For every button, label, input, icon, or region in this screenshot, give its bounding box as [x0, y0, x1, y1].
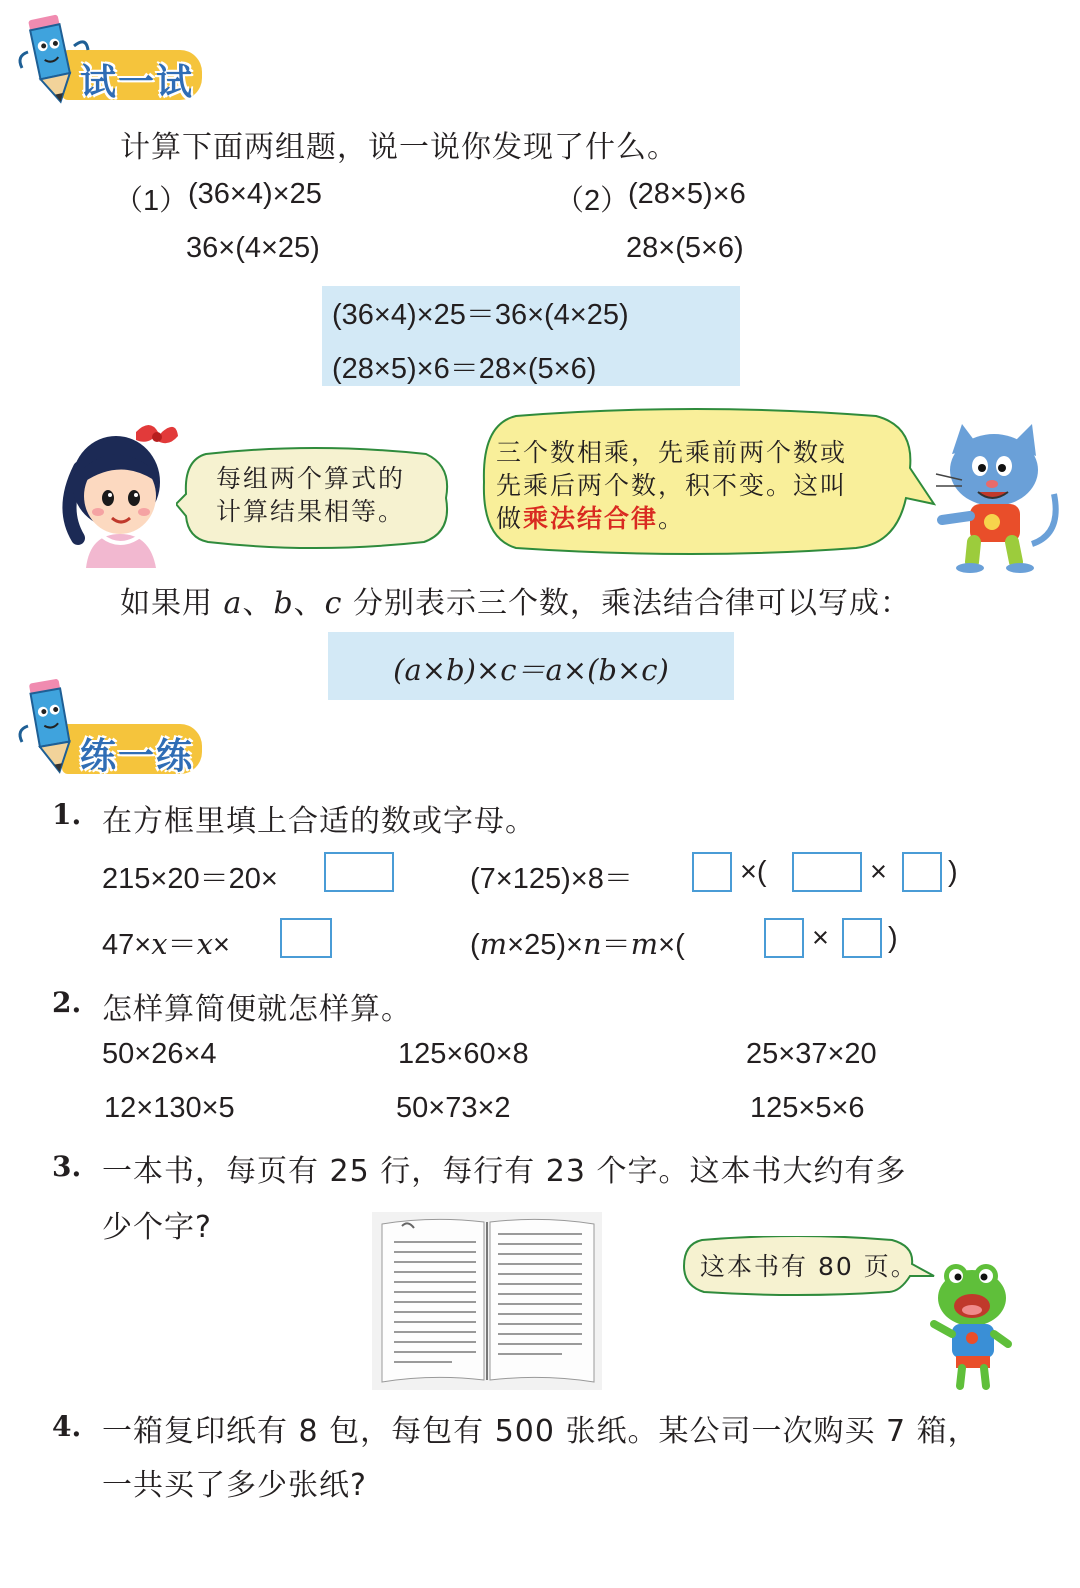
- associative-law-term: 乘法结合律: [523, 504, 659, 533]
- letter-a: a: [223, 586, 243, 621]
- q4-text-line-2: 一共买了多少张纸?: [102, 1468, 367, 1503]
- group2-expr-a: (28×5)×6: [628, 178, 746, 210]
- cat-bubble-line-1: 三个数相乘，先乘前两个数或: [496, 438, 848, 467]
- open-book-icon: [372, 1212, 602, 1390]
- cat-bubble-prefix: 做: [496, 504, 524, 533]
- cat-character-icon: [932, 424, 1062, 574]
- var-x: x: [151, 927, 168, 961]
- q1-row2-right-a: (: [470, 929, 480, 961]
- sep-2: 、: [293, 586, 325, 621]
- q2-expr: 50×26×4: [102, 1038, 217, 1070]
- girl-bubble-line-1: 每组两个算式的: [216, 464, 406, 493]
- q1-row2-right-b: ×25)×: [507, 929, 583, 961]
- q2-number: 2.: [52, 986, 82, 1019]
- q3-number: 3.: [52, 1150, 82, 1183]
- q3-text-line-1: 一本书，每页有 25 行，每行有 23 个字。这本书大约有多: [102, 1154, 907, 1189]
- group2-label: （2）: [555, 185, 630, 217]
- var-x: x: [196, 927, 213, 961]
- q1-row2-left-a: 47×: [102, 929, 152, 961]
- group2-expr-b: 28×(5×6): [626, 232, 744, 264]
- q1-row1-right-d: ): [948, 856, 958, 888]
- result-line-1: (36×4)×25＝36×(4×25): [332, 299, 629, 331]
- group1-expr-b: 36×(4×25): [186, 232, 320, 264]
- answer-box[interactable]: [764, 918, 804, 958]
- q1-row2-right-d: ×(: [658, 929, 685, 961]
- q1-row2-left-b: ＝: [167, 929, 197, 961]
- result-box: [322, 286, 740, 386]
- q2-text: 怎样算简便就怎样算。: [102, 992, 412, 1027]
- result-line-2: (28×5)×6＝28×(5×6): [332, 353, 597, 385]
- answer-box[interactable]: [280, 918, 332, 958]
- var-n: n: [582, 927, 602, 961]
- letter-b: b: [273, 586, 294, 621]
- q2-expr: 125×5×6: [750, 1092, 865, 1124]
- q1-row2-left: [102, 922, 230, 963]
- formula-box: [328, 632, 734, 700]
- q1-row2-left-c: ×: [212, 929, 230, 961]
- q4-text-line-1: 一箱复印纸有 8 包，每包有 500 张纸。某公司一次购买 7 箱，: [102, 1414, 979, 1449]
- sep-1: 、: [242, 586, 274, 621]
- q1-row1-right-c: ×: [870, 856, 887, 888]
- cat-bubble-line-2: 先乘后两个数，积不变。这叫: [496, 471, 848, 500]
- cat-bubble-line-3: [496, 502, 685, 535]
- q1-text: 在方框里填上合适的数或字母。: [102, 804, 536, 839]
- q1-row1-left: 215×20＝20×: [102, 863, 278, 895]
- var-m: m: [479, 927, 508, 961]
- q1-row1-right-b: ×(: [740, 856, 767, 888]
- q2-expr: 25×37×20: [746, 1038, 877, 1070]
- letters-sentence-prefix: 如果用: [120, 586, 224, 621]
- girl-bubble-line-2: 计算结果相等。: [216, 497, 406, 526]
- try-section-header: [14, 6, 204, 106]
- answer-box[interactable]: [842, 918, 882, 958]
- q1-row2-right: [470, 922, 685, 963]
- q2-expr: 50×73×2: [396, 1092, 511, 1124]
- q2-expr: 12×130×5: [104, 1092, 235, 1124]
- answer-box[interactable]: [692, 852, 732, 892]
- q1-row2-right-e: ×: [812, 922, 829, 954]
- q2-expr: 125×60×8: [398, 1038, 529, 1070]
- q4-number: 4.: [52, 1410, 82, 1443]
- frog-character-icon: [928, 1262, 1014, 1392]
- answer-box[interactable]: [324, 852, 394, 892]
- cat-bubble-suffix: 。: [658, 504, 686, 533]
- var-m: m: [630, 927, 659, 961]
- q1-row2-right-f: ): [888, 922, 898, 954]
- group1-label: （1）: [114, 185, 189, 217]
- practice-section-header: [14, 668, 204, 778]
- group1-expr-a: (36×4)×25: [188, 178, 322, 210]
- frog-bubble-text: 这本书有 80 页。: [700, 1252, 918, 1281]
- answer-box[interactable]: [792, 852, 862, 892]
- q1-number: 1.: [52, 798, 82, 831]
- try-section-label: 试一试: [80, 62, 195, 103]
- try-intro: 计算下面两组题，说一说你发现了什么。: [120, 130, 678, 165]
- q1-row1-right-a: (7×125)×8＝: [470, 863, 633, 895]
- associative-formula: (a×b)×c＝a×(b×c): [393, 653, 669, 687]
- letter-c: c: [324, 586, 343, 621]
- letters-sentence: [120, 578, 911, 622]
- q1-row2-right-c: ＝: [601, 929, 631, 961]
- letters-sentence-suffix: 分别表示三个数，乘法结合律可以写成：: [342, 586, 912, 621]
- practice-section-label: 练一练: [80, 736, 195, 777]
- answer-box[interactable]: [902, 852, 942, 892]
- girl-character-icon: [50, 418, 180, 573]
- q3-text-line-2: 少个字?: [102, 1210, 212, 1245]
